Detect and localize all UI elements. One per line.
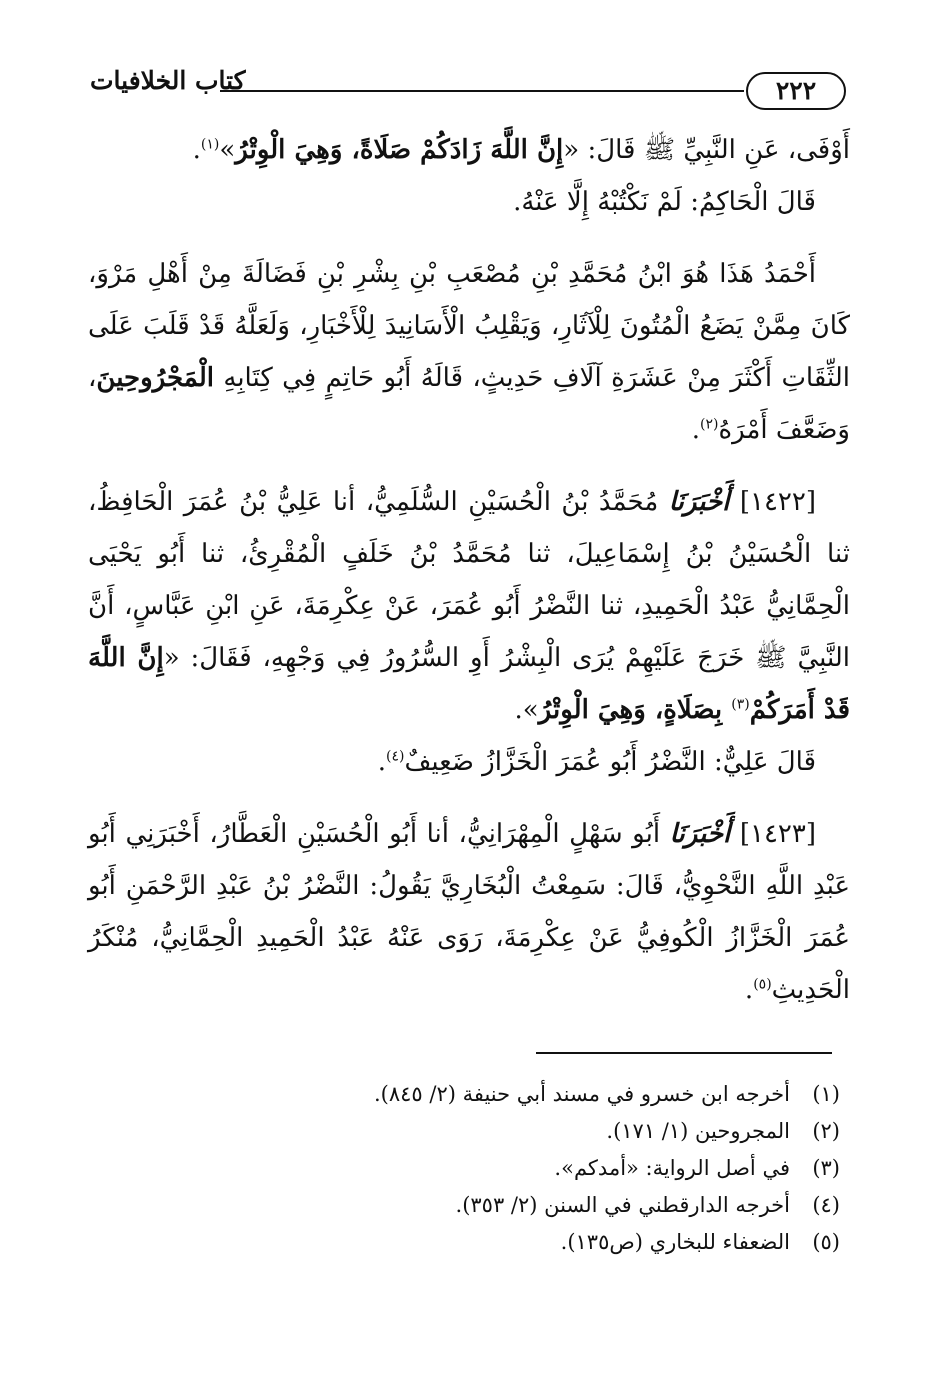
quote-close: » <box>219 135 236 165</box>
paragraph-3 <box>88 248 850 456</box>
footnote-ref-5: (٥) <box>753 976 772 993</box>
paragraph-5 <box>88 736 850 788</box>
book-title: كتاب الخلافيات <box>90 66 246 95</box>
footnote-ref-4: (٤) <box>386 748 405 765</box>
paragraph-3-tail: ، وَضَعَّفَ أَمْرَهُ <box>88 363 850 445</box>
akhbarana-word: أَخْبَرَنَا <box>669 819 731 849</box>
hadith-quote-continued: بِصَلَاةٍ، وَهِيَ الْوِتْرُ <box>538 695 732 725</box>
footnote-3 <box>90 1150 840 1187</box>
footnote-ref-3: (٣) <box>731 696 750 713</box>
paragraph-1-lead: أَوْفَى، عَنِ النَّبِيِّ ﷺ قَالَ: « <box>563 135 850 165</box>
footnote-1 <box>90 1076 840 1113</box>
book-name: الْمَجْرُوحِينَ <box>96 363 214 393</box>
page-header <box>90 62 850 112</box>
isnad-text: مُحَمَّدُ بْنُ الْحُسَيْنِ السُّلَمِيُّ، أنا عَلِيُّ بْنُ عُمَرَ الْحَافِظُ، ثنا الْحُسَيْنُ بْنُ إِسْمَاعِيلَ، ثنا مُحَمَّدُ بْنُ خَلَفٍ الْمُقْرِئُ، ثنا أَبُو يَحْيَى الْحِمَّانِيُّ عَبْدُ الْحَمِيدِ، ثنا النَّضْرُ أَبُو عُمَرَ، عَنْ عِكْرِمَةَ، عَنِ ابْنِ عَبَّاسٍ، أَنَّ النَّبِيَّ ﷺ خَرَجَ عَلَيْهِمْ يُرَى الْبِشْرُ أَوِ السُّرُورُ فِي وَجْهِهِ، فَقَالَ: « <box>88 487 850 673</box>
footnote-number: (٣) <box>812 1156 840 1180</box>
footnote-text: أخرجه ابن خسرو في مسند أبي حنيفة (٢/ ٨٤٥). <box>373 1082 790 1106</box>
hadith-1423 <box>88 808 850 1016</box>
footnote-text: الضعفاء للبخاري (ص١٣٥). <box>560 1230 790 1254</box>
hadith-number: [١٤٢٣] <box>739 819 817 849</box>
hadith-1422 <box>88 476 850 736</box>
paragraph-1 <box>88 124 850 176</box>
footnote-ref-1: (١) <box>200 136 220 153</box>
isnad-text: أَبُو سَهْلٍ الْمِهْرَانِيُّ، أنا أَبُو الْحُسَيْنِ الْعَطَّارُ، أَخْبَرَنِي أَبُو عَبْدِ اللَّهِ النَّحْوِيُّ، قَالَ: سَمِعْتُ الْبُخَارِيَّ يَقُولُ: النَّضْرُ بْنُ عَبْدِ الرَّحْمَنِ أَبُو عُمَرَ الْخَزَّازُ الْكُوفِيُّ عَنْ عِكْرِمَةَ، رَوَى عَنْهُ عَبْدُ الْحَمِيدِ الْحِمَّانِيُّ، مُنْكَرُ الْحَدِيثِ <box>88 819 850 1005</box>
quote-close: ». <box>514 695 539 725</box>
paragraph-5-text: قَالَ عَلِيٌّ: النَّضْرُ أَبُو عُمَرَ الْخَزَّازُ ضَعِيفٌ <box>404 747 816 777</box>
header-rule <box>220 90 744 92</box>
footnote-text: في أصل الرواية: «أمدكم». <box>554 1156 790 1180</box>
footnotes <box>90 1076 840 1261</box>
main-text <box>88 124 850 1016</box>
footnote-5 <box>90 1224 840 1261</box>
period: . <box>377 747 387 777</box>
footnote-4 <box>90 1187 840 1224</box>
footnote-separator <box>536 1052 832 1054</box>
footnote-number: (٥) <box>812 1230 840 1254</box>
footnote-text: المجروحين (١/ ١٧١). <box>606 1119 790 1143</box>
footnote-text: أخرجه الدارقطني في السنن (٢/ ٣٥٣). <box>455 1193 790 1217</box>
hadith-quote: إِنَّ اللَّهَ زَادَكُمْ صَلَاةً، وَهِيَ الْوِتْرُ <box>235 135 564 165</box>
paragraph-2: قَالَ الْحَاكِمُ: لَمْ نَكْتُبْهُ إِلَّا عَنْهُ. <box>513 187 816 217</box>
hadith-number: [١٤٢٢] <box>739 487 816 517</box>
period: . <box>744 975 754 1005</box>
page-number: ٢٢٢ <box>746 72 846 110</box>
period: . <box>192 135 201 165</box>
footnote-number: (٤) <box>812 1193 840 1217</box>
footnote-2 <box>90 1113 840 1150</box>
hadith-quote: إِنَّ اللَّهَ قَدْ أَمَرَكُمْ <box>88 643 850 725</box>
period: . <box>691 415 701 445</box>
paragraph-3-text: أَحْمَدُ هَذَا هُوَ ابْنُ مُحَمَّدِ بْنِ مُصْعَبِ بْنِ بِشْرِ بْنِ فَضَالَةَ مِنْ أَهْلِ مَرْوَ، كَانَ مِمَّنْ يَضَعُ الْمُتُونَ لِلْآثَارِ، وَيَقْلِبُ الْأَسَانِيدَ لِلْأَخْبَارِ، وَلَعَلَّهُ قَدْ قَلَبَ عَلَى الثِّقَاتِ أَكْثَرَ مِنْ عَشَرَةِ آلَافِ حَدِيثٍ، قَالَهُ أَبُو حَاتِمٍ فِي كِتَابِهِ <box>88 259 850 393</box>
footnote-ref-2: (٢) <box>700 416 719 433</box>
footnote-number: (١) <box>812 1082 840 1106</box>
akhbarana-word: أَخْبَرَنَا <box>668 487 730 517</box>
footnote-number: (٢) <box>812 1119 840 1143</box>
